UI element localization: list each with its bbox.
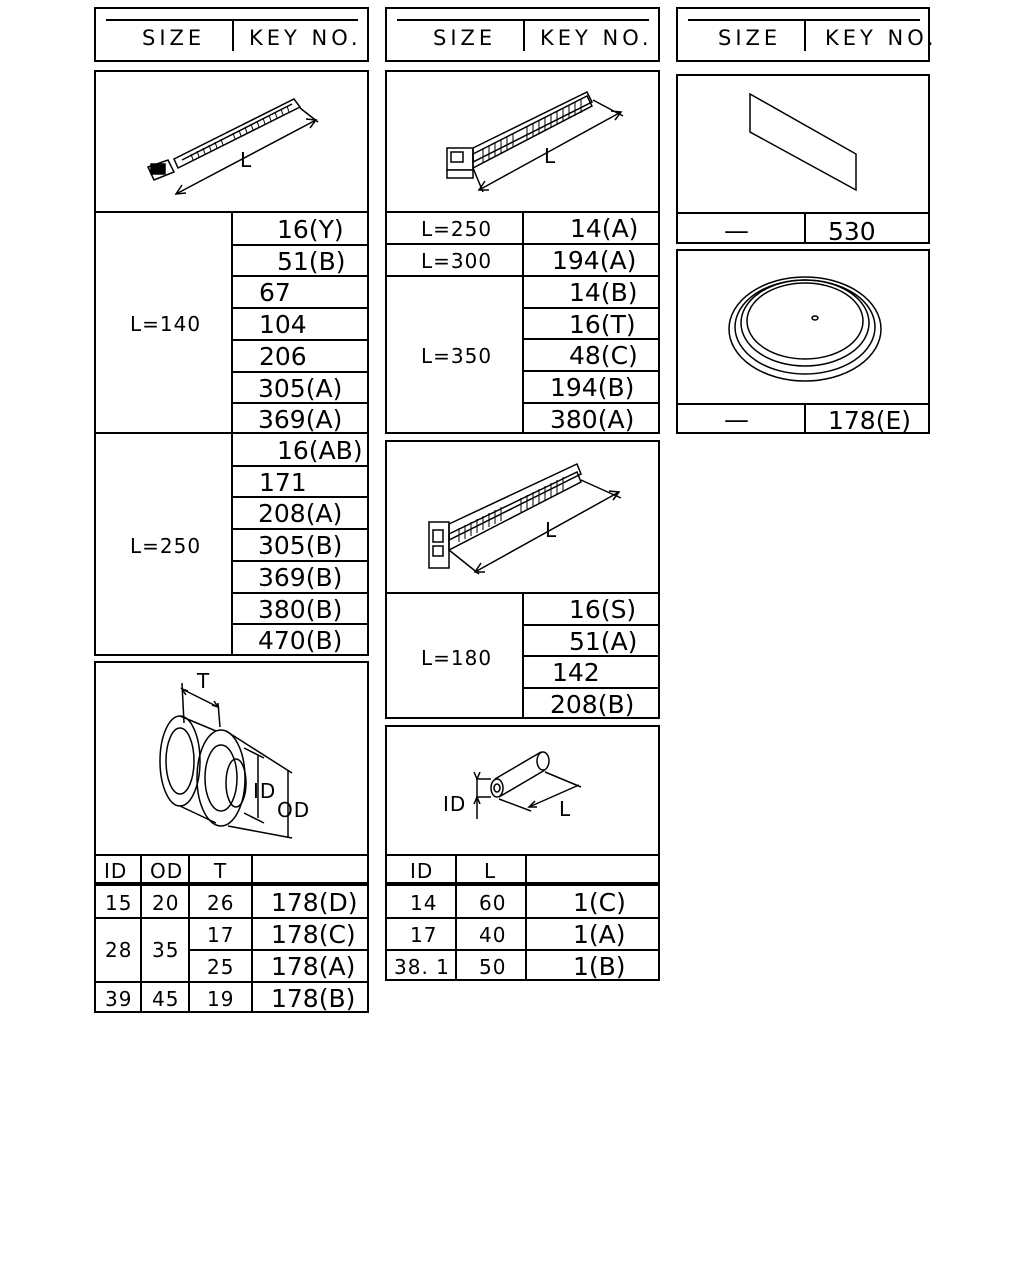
size-l180: L=180 — [421, 646, 493, 670]
size-l250: L=250 — [130, 534, 202, 558]
size-l140: L=140 — [130, 312, 202, 336]
tube-row1-l: 60 — [479, 891, 507, 915]
key-number: 305(B) — [258, 531, 343, 561]
tube-row2-id: 17 — [410, 923, 438, 947]
header-key-no: KEY NO. — [825, 26, 938, 50]
col2-row-rule-2 — [385, 275, 660, 277]
tape-size: — — [724, 216, 749, 245]
key-row-rule — [522, 402, 660, 404]
header-key-no: KEY NO. — [540, 26, 653, 50]
key-row-rule — [231, 528, 369, 530]
grommet-table-header-rule — [94, 882, 369, 886]
size-l350: L=350 — [421, 344, 493, 368]
grommet-row2-id: 28 — [105, 938, 133, 962]
col1-header — [94, 7, 369, 62]
grommet-row1-id: 15 — [105, 891, 133, 915]
grommet-row-rule-1 — [94, 917, 369, 919]
cable-tie-mount-illustration — [387, 442, 662, 721]
tape-panel — [676, 74, 930, 244]
header-key-no: KEY NO. — [249, 26, 362, 50]
grommet-row1-key: 178(D) — [271, 888, 358, 917]
grommet-row-rule-3 — [94, 981, 369, 983]
key-number: 208(A) — [258, 499, 343, 529]
grommet-row3-t: 25 — [207, 955, 235, 979]
key-number: 380(A) — [550, 404, 635, 434]
grommet-table-top — [94, 854, 369, 856]
key-number: 104 — [259, 310, 307, 340]
key-row-rule — [231, 371, 369, 373]
dimension-l-label: L — [545, 518, 558, 542]
key-number: 305(A) — [258, 373, 343, 403]
grommet-row2-key: 178(C) — [271, 920, 356, 949]
key-number: 51(B) — [277, 246, 346, 276]
tube-l-label: L — [559, 797, 572, 821]
tape-row-rule — [678, 212, 928, 214]
tube-row-rule-2 — [385, 949, 660, 951]
header-size: SIZE — [718, 26, 782, 50]
key-number: 206 — [259, 341, 307, 371]
key-number: 208(B) — [550, 690, 635, 720]
key-row-rule — [231, 244, 369, 246]
key-number: 16(S) — [569, 595, 637, 624]
size-l300: L=300 — [421, 249, 493, 273]
tube-row-rule-1 — [385, 917, 660, 919]
key-number: 48(C) — [569, 341, 638, 371]
tube-col-id: ID — [410, 859, 434, 883]
key-row-rule — [231, 465, 369, 467]
key-row-rule — [231, 623, 369, 625]
header-divider — [232, 21, 234, 51]
key-number: 16(AB) — [277, 436, 363, 465]
key-number: 470(B) — [258, 626, 343, 656]
grommet-row1-t: 26 — [207, 891, 235, 915]
key-row-rule — [522, 307, 660, 309]
key-number: 16(Y) — [277, 215, 344, 244]
dimension-l-label: L — [544, 144, 557, 168]
key-number: 369(A) — [258, 405, 343, 435]
key-row-rule — [522, 655, 660, 657]
header-divider — [523, 21, 525, 51]
key-number: 369(B) — [258, 562, 343, 592]
grommet-od-label: OD — [277, 798, 311, 822]
key-number: 51(A) — [569, 626, 638, 656]
col3-header — [676, 7, 938, 62]
tube-row3-id: 38. 1 — [394, 955, 450, 979]
key-row-rule — [231, 402, 369, 404]
grommet-col-divider-3 — [251, 854, 253, 1012]
tube-row2-l: 40 — [479, 923, 507, 947]
plug-col-divider — [804, 403, 806, 434]
key-row-rule — [231, 339, 369, 341]
tube-row1-key: 1(C) — [573, 888, 626, 917]
key-row-rule — [231, 275, 369, 277]
size-l250: L=250 — [421, 217, 493, 241]
tube-table-top — [385, 854, 660, 856]
key-number: 16(T) — [569, 309, 636, 339]
col2-header — [385, 7, 660, 62]
plug-size: — — [724, 405, 749, 434]
key-number: 171 — [259, 467, 307, 497]
grommet-row-rule-2 — [188, 949, 369, 951]
grommet-row4-key: 178(B) — [271, 984, 356, 1013]
col2-row-rule-1 — [385, 243, 660, 245]
grommet-col-divider-2 — [188, 854, 190, 1012]
plug-key: 178(E) — [828, 406, 912, 435]
header-size: SIZE — [433, 26, 497, 50]
grommet-row4-t: 19 — [207, 987, 235, 1011]
header-divider — [804, 21, 806, 51]
tube-id-label: ID — [443, 792, 467, 816]
key-number: 67 — [259, 278, 291, 308]
grommet-col-t: T — [214, 859, 228, 883]
grommet-col-od: OD — [150, 859, 184, 883]
plug-row-rule — [678, 403, 928, 405]
key-row-rule — [231, 307, 369, 309]
grommet-row4-od: 45 — [152, 987, 180, 1011]
key-row-rule — [522, 370, 660, 372]
key-row-rule — [522, 338, 660, 340]
key-row-rule — [522, 624, 660, 626]
tube-row3-key: 1(B) — [573, 952, 626, 981]
grommet-row4-id: 39 — [105, 987, 133, 1011]
grommet-row2-od: 35 — [152, 938, 180, 962]
dimension-l-label: L — [240, 148, 253, 172]
plug-panel — [676, 249, 930, 434]
grommet-id-label: ID — [253, 779, 277, 803]
grommet-row1-od: 20 — [152, 891, 180, 915]
key-14a: 14(A) — [570, 214, 639, 243]
key-number: 380(B) — [258, 594, 343, 624]
header-size: SIZE — [142, 26, 206, 50]
tube-row3-l: 50 — [479, 955, 507, 979]
tape-key: 530 — [828, 217, 876, 246]
key-number: 14(B) — [569, 278, 638, 307]
grommet-row2-t: 17 — [207, 923, 235, 947]
grommet-t-label: T — [197, 669, 211, 693]
grommet-col-divider-1 — [140, 854, 142, 1012]
tube-col-l: L — [484, 859, 497, 883]
key-row-rule — [231, 560, 369, 562]
key-194a: 194(A) — [552, 246, 637, 275]
key-row-rule — [231, 496, 369, 498]
tube-row2-key: 1(A) — [573, 920, 626, 949]
tube-row1-id: 14 — [410, 891, 438, 915]
key-number: 194(B) — [550, 373, 635, 403]
grommet-row3-key: 178(A) — [271, 952, 356, 981]
key-number: 142 — [552, 658, 600, 688]
key-row-rule — [231, 592, 369, 594]
grommet-col-id: ID — [104, 859, 128, 883]
key-row-rule — [522, 687, 660, 689]
tape-col-divider — [804, 212, 806, 244]
